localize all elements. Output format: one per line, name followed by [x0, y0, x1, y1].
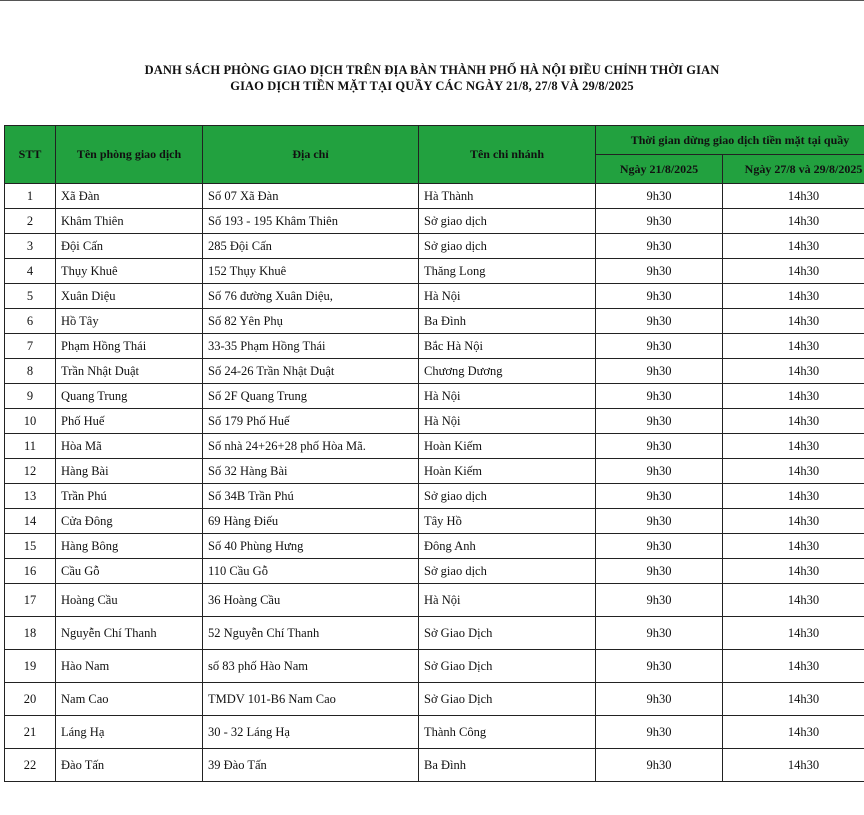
cell-address: 36 Hoàng Cầu — [203, 584, 419, 617]
cell-name: Cửa Đông — [56, 509, 203, 534]
cell-stt: 8 — [5, 359, 56, 384]
document-title — [0, 62, 864, 94]
cell-name: Phạm Hồng Thái — [56, 334, 203, 359]
cell-name: Nguyễn Chí Thanh — [56, 617, 203, 650]
cell-time-date-1: 9h30 — [596, 584, 723, 617]
cell-branch: Hoàn Kiếm — [419, 459, 596, 484]
cell-time-date-1: 9h30 — [596, 650, 723, 683]
branch-schedule-table — [4, 125, 864, 782]
cell-time-date-1: 9h30 — [596, 384, 723, 409]
cell-stt: 7 — [5, 334, 56, 359]
cell-stt: 9 — [5, 384, 56, 409]
cell-branch: Hoàn Kiếm — [419, 434, 596, 459]
cell-time-date-1: 9h30 — [596, 334, 723, 359]
cell-time-date-2: 14h30 — [723, 584, 864, 617]
cell-branch: Ba Đình — [419, 309, 596, 334]
cell-time-date-2: 14h30 — [723, 184, 864, 209]
cell-address: Số 2F Quang Trung — [203, 384, 419, 409]
cell-branch: Thăng Long — [419, 259, 596, 284]
cell-stt: 1 — [5, 184, 56, 209]
cell-address: TMDV 101-B6 Nam Cao — [203, 683, 419, 716]
cell-stt: 21 — [5, 716, 56, 749]
cell-name: Xã Đàn — [56, 184, 203, 209]
cell-name: Xuân Diệu — [56, 284, 203, 309]
cell-branch: Hà Nội — [419, 384, 596, 409]
table-row — [5, 650, 864, 683]
cell-address: Số 34B Trần Phú — [203, 484, 419, 509]
cell-branch: Sở giao dịch — [419, 209, 596, 234]
table-row — [5, 683, 864, 716]
cell-time-date-1: 9h30 — [596, 509, 723, 534]
cell-name: Trần Phú — [56, 484, 203, 509]
table-row — [5, 434, 864, 459]
table-row — [5, 184, 864, 209]
cell-name: Hòa Mã — [56, 434, 203, 459]
cell-time-date-1: 9h30 — [596, 409, 723, 434]
cell-time-date-1: 9h30 — [596, 284, 723, 309]
cell-time-date-1: 9h30 — [596, 434, 723, 459]
table-row — [5, 259, 864, 284]
cell-name: Khâm Thiên — [56, 209, 203, 234]
cell-address: số 83 phố Hào Nam — [203, 650, 419, 683]
header-address: Địa chỉ — [203, 126, 419, 184]
header-stt: STT — [5, 126, 56, 184]
cell-address: Số 179 Phố Huế — [203, 409, 419, 434]
table-row — [5, 559, 864, 584]
cell-address: Số 32 Hàng Bài — [203, 459, 419, 484]
cell-name: Quang Trung — [56, 384, 203, 409]
cell-branch: Hà Thành — [419, 184, 596, 209]
cell-time-date-2: 14h30 — [723, 459, 864, 484]
cell-time-date-2: 14h30 — [723, 617, 864, 650]
cell-name: Hào Nam — [56, 650, 203, 683]
cell-name: Hàng Bài — [56, 459, 203, 484]
table-row — [5, 384, 864, 409]
table-row — [5, 534, 864, 559]
cell-time-date-2: 14h30 — [723, 683, 864, 716]
cell-name: Hoàng Cầu — [56, 584, 203, 617]
cell-time-date-2: 14h30 — [723, 484, 864, 509]
cell-stt: 13 — [5, 484, 56, 509]
cell-time-date-2: 14h30 — [723, 334, 864, 359]
cell-name: Hàng Bông — [56, 534, 203, 559]
cell-time-date-2: 14h30 — [723, 309, 864, 334]
cell-address: 39 Đào Tấn — [203, 749, 419, 782]
cell-stt: 6 — [5, 309, 56, 334]
cell-time-date-2: 14h30 — [723, 650, 864, 683]
cell-branch: Hà Nội — [419, 584, 596, 617]
table-header — [5, 126, 864, 184]
table-body — [5, 184, 864, 782]
cell-branch: Thành Công — [419, 716, 596, 749]
cell-address: Số 193 - 195 Khâm Thiên — [203, 209, 419, 234]
cell-stt: 15 — [5, 534, 56, 559]
cell-address: Số 82 Yên Phụ — [203, 309, 419, 334]
table-row — [5, 509, 864, 534]
cell-address: Số nhà 24+26+28 phố Hòa Mã. — [203, 434, 419, 459]
cell-time-date-1: 9h30 — [596, 209, 723, 234]
header-name: Tên phòng giao dịch — [56, 126, 203, 184]
cell-time-date-2: 14h30 — [723, 359, 864, 384]
title-line-1: DANH SÁCH PHÒNG GIAO DỊCH TRÊN ĐỊA BÀN THÀNH PHỐ HÀ NỘI ĐIỀU CHỈNH THỜI GIAN — [144, 63, 720, 77]
cell-stt: 14 — [5, 509, 56, 534]
cell-time-date-1: 9h30 — [596, 359, 723, 384]
table-row — [5, 359, 864, 384]
cell-time-date-2: 14h30 — [723, 284, 864, 309]
table-row — [5, 234, 864, 259]
cell-name: Đào Tấn — [56, 749, 203, 782]
top-border-line — [0, 0, 864, 1]
cell-time-date-1: 9h30 — [596, 184, 723, 209]
table-row — [5, 484, 864, 509]
cell-address: Số 76 đường Xuân Diệu, — [203, 284, 419, 309]
cell-name: Láng Hạ — [56, 716, 203, 749]
cell-branch: Sở giao dịch — [419, 559, 596, 584]
cell-time-date-2: 14h30 — [723, 716, 864, 749]
table-row — [5, 309, 864, 334]
table-row — [5, 209, 864, 234]
cell-name: Trần Nhật Duật — [56, 359, 203, 384]
cell-stt: 20 — [5, 683, 56, 716]
cell-branch: Tây Hồ — [419, 509, 596, 534]
cell-stt: 19 — [5, 650, 56, 683]
cell-address: 110 Cầu Gỗ — [203, 559, 419, 584]
cell-address: 285 Đội Cấn — [203, 234, 419, 259]
cell-address: Số 07 Xã Đàn — [203, 184, 419, 209]
cell-address: 33-35 Phạm Hồng Thái — [203, 334, 419, 359]
table-row — [5, 409, 864, 434]
cell-time-date-2: 14h30 — [723, 234, 864, 259]
cell-branch: Đông Anh — [419, 534, 596, 559]
cell-stt: 10 — [5, 409, 56, 434]
cell-branch: Sở giao dịch — [419, 234, 596, 259]
title-line-2: GIAO DỊCH TIỀN MẶT TẠI QUẦY CÁC NGÀY 21/8, 27/8 VÀ 29/8/2025 — [230, 79, 634, 93]
cell-stt: 17 — [5, 584, 56, 617]
cell-stt: 5 — [5, 284, 56, 309]
cell-stt: 16 — [5, 559, 56, 584]
cell-time-date-2: 14h30 — [723, 534, 864, 559]
cell-time-date-1: 9h30 — [596, 484, 723, 509]
table-row — [5, 334, 864, 359]
cell-time-date-2: 14h30 — [723, 559, 864, 584]
cell-branch: Hà Nội — [419, 409, 596, 434]
cell-address: 30 - 32 Láng Hạ — [203, 716, 419, 749]
cell-stt: 12 — [5, 459, 56, 484]
header-stop-time-group: Thời gian dừng giao dịch tiền mặt tại quầy — [596, 126, 864, 155]
cell-time-date-1: 9h30 — [596, 234, 723, 259]
cell-stt: 22 — [5, 749, 56, 782]
cell-name: Thụy Khuê — [56, 259, 203, 284]
cell-stt: 3 — [5, 234, 56, 259]
cell-branch: Hà Nội — [419, 284, 596, 309]
table-row — [5, 459, 864, 484]
header-date-2: Ngày 27/8 và 29/8/2025 — [723, 155, 864, 184]
cell-time-date-1: 9h30 — [596, 534, 723, 559]
cell-time-date-1: 9h30 — [596, 683, 723, 716]
cell-name: Nam Cao — [56, 683, 203, 716]
cell-branch: Chương Dương — [419, 359, 596, 384]
cell-stt: 4 — [5, 259, 56, 284]
header-date-1: Ngày 21/8/2025 — [596, 155, 723, 184]
cell-time-date-2: 14h30 — [723, 409, 864, 434]
cell-branch: Ba Đình — [419, 749, 596, 782]
cell-time-date-1: 9h30 — [596, 559, 723, 584]
cell-branch: Sở Giao Dịch — [419, 650, 596, 683]
cell-address: 52 Nguyễn Chí Thanh — [203, 617, 419, 650]
cell-time-date-2: 14h30 — [723, 509, 864, 534]
cell-time-date-2: 14h30 — [723, 434, 864, 459]
cell-time-date-1: 9h30 — [596, 617, 723, 650]
cell-stt: 18 — [5, 617, 56, 650]
table-row — [5, 617, 864, 650]
cell-time-date-2: 14h30 — [723, 749, 864, 782]
cell-time-date-1: 9h30 — [596, 459, 723, 484]
table-row — [5, 716, 864, 749]
cell-stt: 2 — [5, 209, 56, 234]
cell-branch: Sở Giao Dịch — [419, 617, 596, 650]
table-row — [5, 584, 864, 617]
cell-address: Số 24-26 Trần Nhật Duật — [203, 359, 419, 384]
cell-name: Đội Cấn — [56, 234, 203, 259]
cell-branch: Sở Giao Dịch — [419, 683, 596, 716]
cell-time-date-2: 14h30 — [723, 259, 864, 284]
cell-name: Phố Huế — [56, 409, 203, 434]
cell-address: 152 Thụy Khuê — [203, 259, 419, 284]
cell-time-date-1: 9h30 — [596, 749, 723, 782]
cell-address: Số 40 Phùng Hưng — [203, 534, 419, 559]
cell-time-date-2: 14h30 — [723, 384, 864, 409]
cell-branch: Bắc Hà Nội — [419, 334, 596, 359]
cell-stt: 11 — [5, 434, 56, 459]
cell-time-date-1: 9h30 — [596, 309, 723, 334]
cell-time-date-1: 9h30 — [596, 259, 723, 284]
cell-name: Hồ Tây — [56, 309, 203, 334]
table-row — [5, 284, 864, 309]
table-row — [5, 749, 864, 782]
cell-address: 69 Hàng Điếu — [203, 509, 419, 534]
cell-branch: Sở giao dịch — [419, 484, 596, 509]
header-branch: Tên chi nhánh — [419, 126, 596, 184]
cell-time-date-1: 9h30 — [596, 716, 723, 749]
cell-time-date-2: 14h30 — [723, 209, 864, 234]
cell-name: Cầu Gỗ — [56, 559, 203, 584]
